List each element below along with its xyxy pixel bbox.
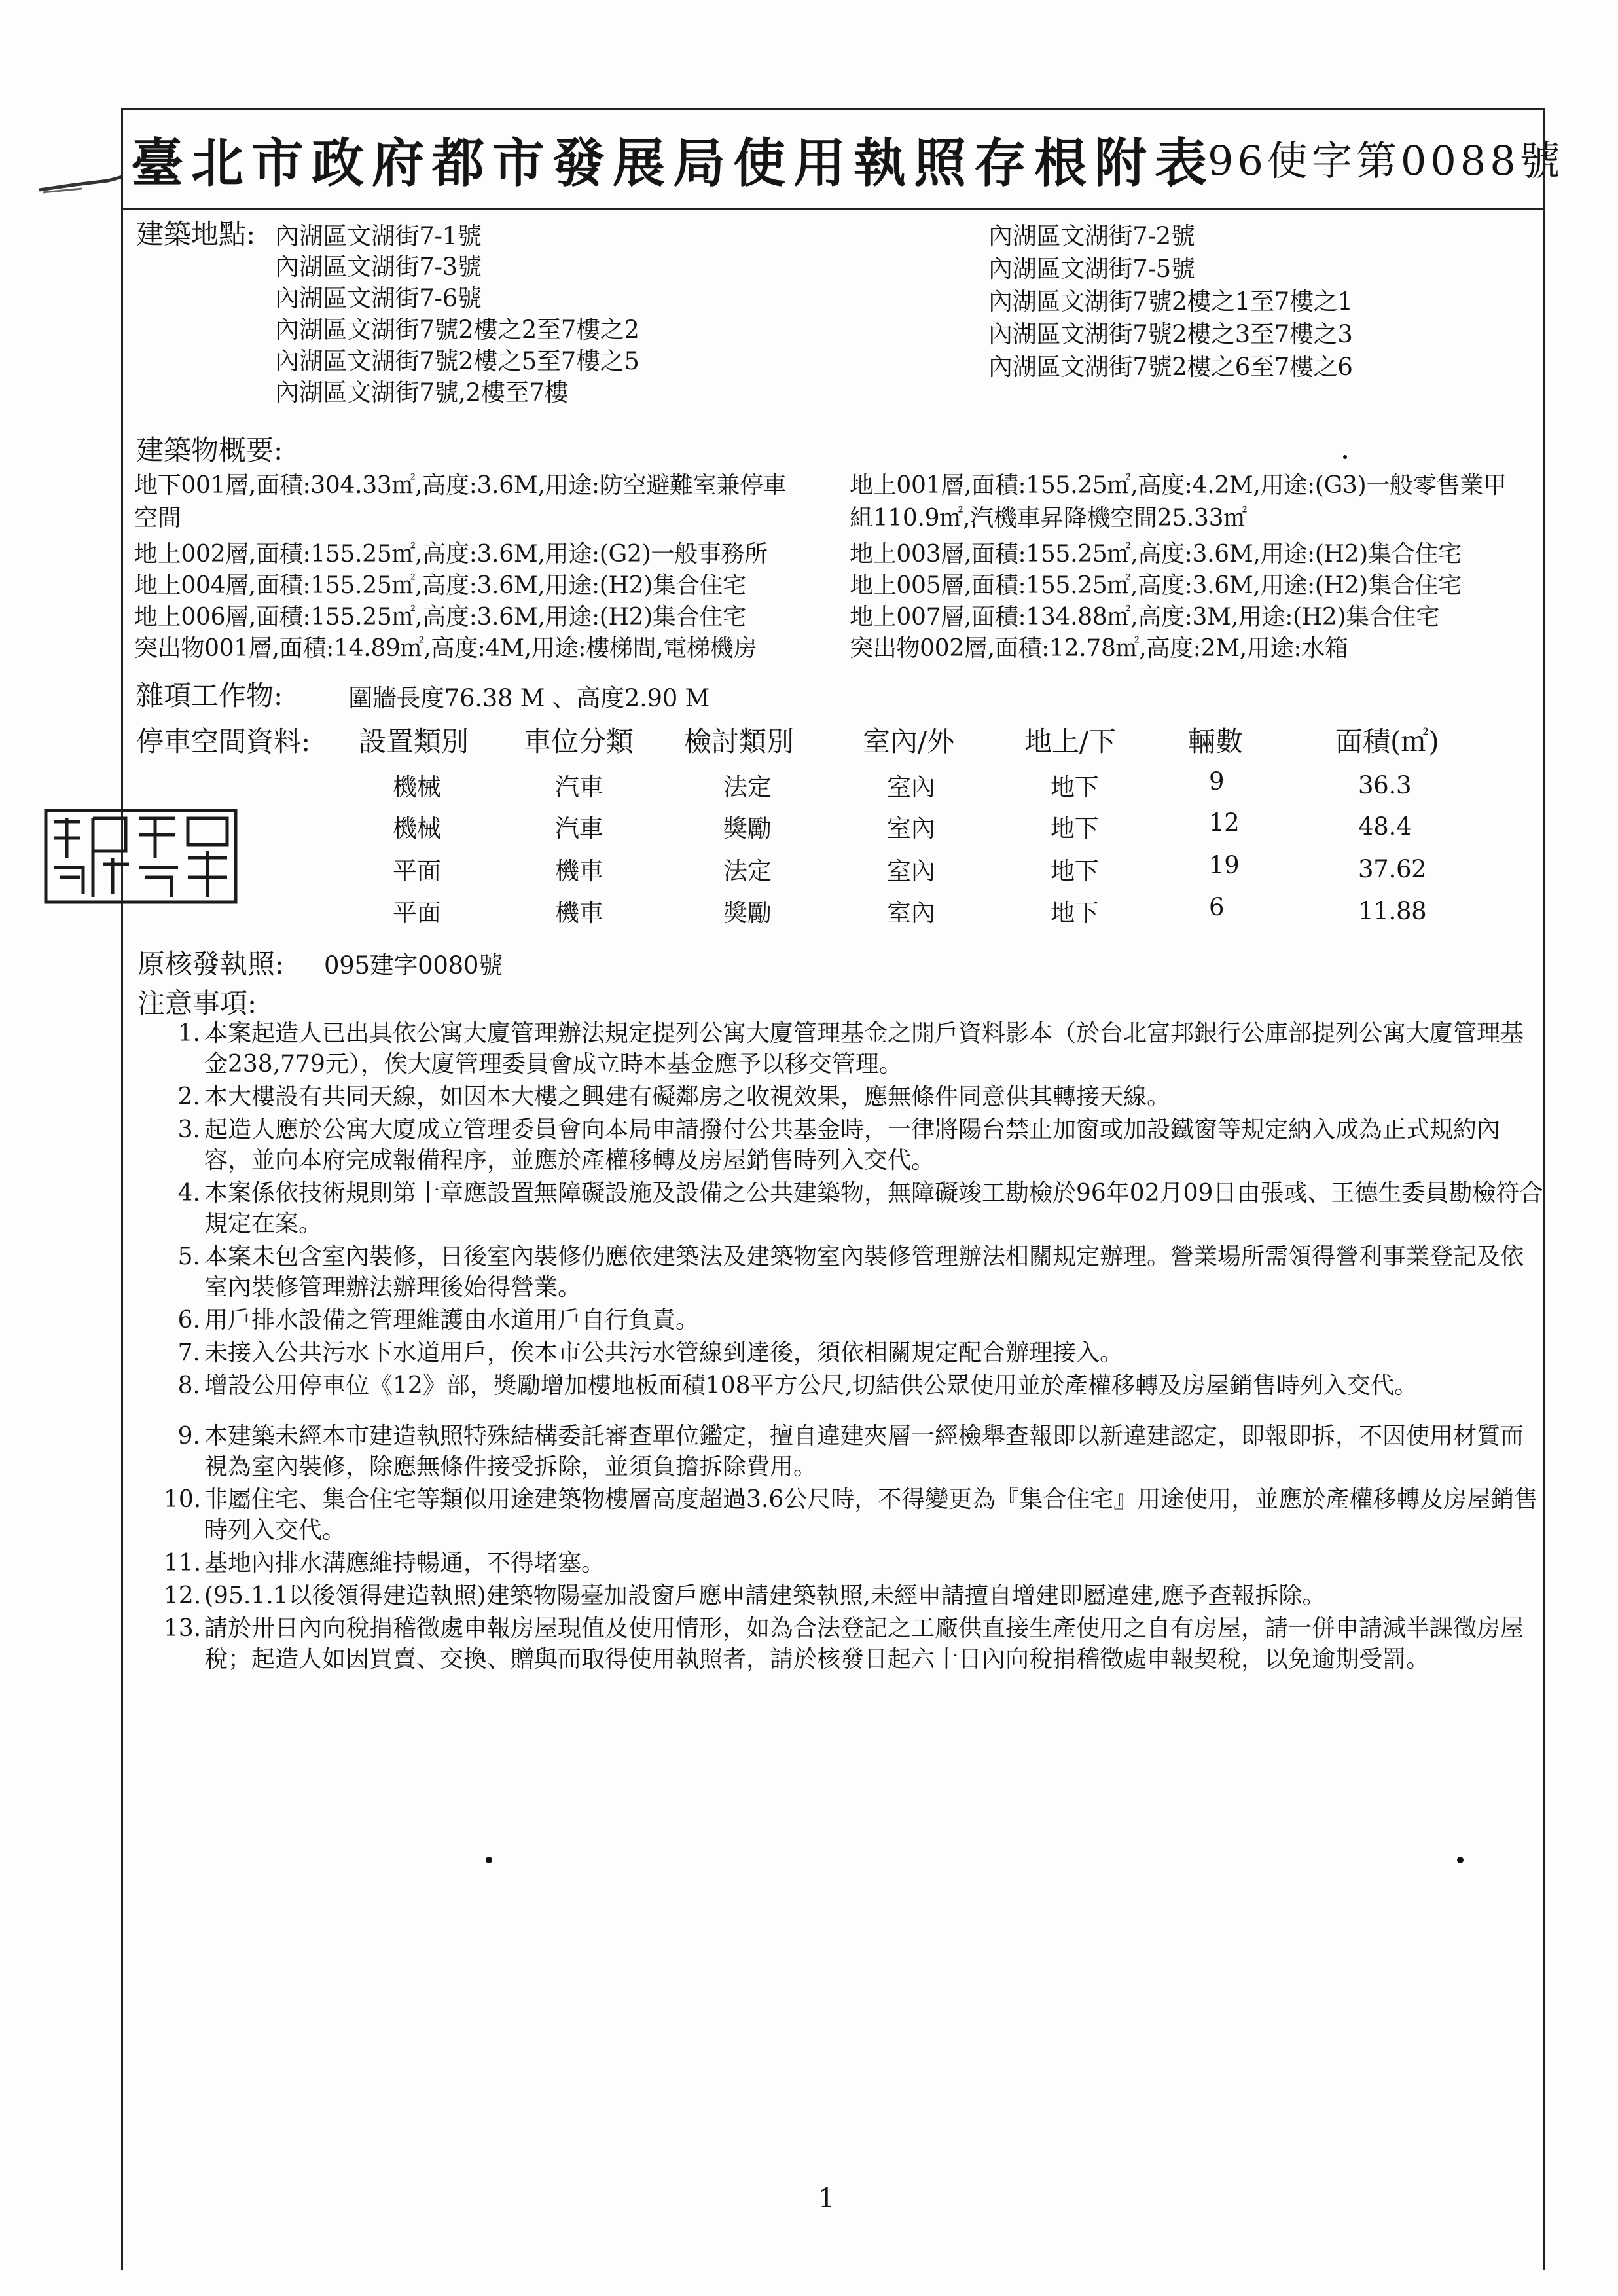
parking-cell: 室內 bbox=[887, 773, 935, 801]
floor-item: 地上007層,面積:134.88㎡,高度:3M,用途:(H2)集合住宅 bbox=[850, 604, 1440, 630]
note-item bbox=[164, 1114, 1551, 1176]
note-text: 本案起造人已出具依公寓大廈管理辦法規定提列公寓大廈管理基金之開戶資料影本（於台北富邦銀行公庫部提列公寓大廈管理基金238,779元），俟大廈管理委員會成立時本基金應予以移交管理。 bbox=[204, 1020, 1524, 1078]
site-address: 內湖區文湖街7號2樓之1至7樓之1 bbox=[988, 287, 1353, 316]
site-address: 內湖區文湖街7-3號 bbox=[275, 253, 482, 281]
note-number: 5. bbox=[177, 1243, 200, 1270]
misc-label: 雜項工作物: bbox=[136, 680, 283, 712]
parking-cell: 37.62 bbox=[1358, 855, 1427, 883]
parking-cell: 11.88 bbox=[1358, 897, 1427, 925]
note-text: 非屬住宅、集合住宅等類似用途建築物樓層高度超過3.6公尺時，不得變更為『集合住宅』用途使用，並應於產權移轉及房屋銷售時列入交代。 bbox=[204, 1486, 1538, 1544]
note-text: 本建築未經本市建造執照特殊結構委託審查單位鑑定，擅自違建夾層一經檢舉查報即以新違建認定，即報即拆，不因使用材質而視為室內裝修，除應無條件接受拆除，並須負擔拆除費用。 bbox=[204, 1423, 1524, 1480]
document-title: 臺北市政府都市發展局使用執照存根附表 bbox=[131, 132, 1215, 194]
parking-cell: 室內 bbox=[887, 814, 935, 843]
parking-cell: 機械 bbox=[393, 814, 441, 843]
note-text: 本案未包含室內裝修，日後室內裝修仍應依建築法及建築物室內裝修管理辦法相關規定辦理。營業場所需領得營利事業登記及依室內裝修管理辦法辦理後始得營業。 bbox=[204, 1243, 1524, 1301]
floor-item: 地下001層,面積:304.33㎡,高度:3.6M,用途:防空避難室兼停車 bbox=[134, 472, 787, 499]
scan-speck bbox=[486, 1857, 492, 1863]
note-item bbox=[164, 1484, 1551, 1546]
floor-item: 地上001層,面積:155.25㎡,高度:4.2M,用途:(G3)一般零售業甲 bbox=[850, 472, 1507, 499]
parking-cell: 獎勵 bbox=[723, 814, 772, 843]
scan-speck bbox=[1343, 455, 1347, 459]
parking-header: 室內/外 bbox=[863, 725, 955, 757]
note-number: 11. bbox=[164, 1550, 202, 1576]
parking-cell: 6 bbox=[1209, 893, 1225, 921]
note-number: 12. bbox=[164, 1582, 202, 1609]
note-number: 7. bbox=[177, 1339, 200, 1366]
floor-item: 組110.9㎡,汽機車昇降機空間25.33㎡ bbox=[850, 505, 1247, 532]
note-item bbox=[164, 1421, 1551, 1482]
parking-cell: 法定 bbox=[723, 857, 772, 885]
site-address: 內湖區文湖街7-2號 bbox=[988, 222, 1195, 250]
parking-cell: 獎勵 bbox=[723, 899, 772, 927]
note-item bbox=[164, 1305, 1551, 1336]
parking-cell: 地下 bbox=[1051, 899, 1099, 927]
parking-cell: 平面 bbox=[393, 857, 441, 885]
permit-number: 96使字第0088號 bbox=[1208, 137, 1564, 185]
parking-cell: 平面 bbox=[393, 899, 441, 927]
note-text: 起造人應於公寓大廈成立管理委員會向本局申請撥付公共基金時，一律將陽台禁止加窗或加設鐵窗等規定納入成為正式規約內容，並向本府完成報備程序，並應於產權移轉及房屋銷售時列入交代。 bbox=[204, 1116, 1501, 1174]
parking-header: 車位分類 bbox=[524, 725, 634, 757]
note-text: 請於卅日內向稅捐稽徵處申報房屋現值及使用情形，如為合法登記之工廠供直接生產使用之自有房屋，請一併申請減半課徵房屋稅；起造人如因買賣、交換、贈與而取得使用執照者，請於核發日起六十日內向稅捐稽徵處申報契稅，以免逾期受罰。 bbox=[204, 1615, 1524, 1673]
site-address: 內湖區文湖街7-5號 bbox=[988, 255, 1195, 283]
note-text: 本案係依技術規則第十章應設置無障礙設施及設備之公共建築物，無障礙竣工勘檢於96年02月09日由張彧、王德生委員勘檢符合規定在案。 bbox=[204, 1180, 1543, 1237]
floor-item: 地上006層,面積:155.25㎡,高度:3.6M,用途:(H2)集合住宅 bbox=[134, 604, 746, 630]
note-item bbox=[164, 1018, 1551, 1080]
misc-value: 圍牆長度76.38 M 、高度2.90 M bbox=[348, 684, 710, 712]
floor-item: 地上002層,面積:155.25㎡,高度:3.6M,用途:(G2)一般事務所 bbox=[134, 541, 768, 568]
floor-item: 地上003層,面積:155.25㎡,高度:3.6M,用途:(H2)集合住宅 bbox=[850, 541, 1462, 568]
page-number: 1 bbox=[818, 2183, 835, 2214]
parking-cell: 9 bbox=[1209, 767, 1225, 795]
overview-label: 建築物概要: bbox=[136, 434, 283, 466]
title-divider bbox=[121, 208, 1543, 210]
parking-cell: 地下 bbox=[1051, 814, 1099, 843]
note-number: 8. bbox=[177, 1372, 200, 1399]
site-address: 內湖區文湖街7-6號 bbox=[275, 284, 482, 312]
parking-cell: 機械 bbox=[393, 773, 441, 801]
note-item bbox=[164, 1338, 1551, 1368]
parking-cell: 48.4 bbox=[1358, 812, 1412, 841]
note-item bbox=[164, 1613, 1551, 1675]
notes-list bbox=[164, 1018, 1551, 1675]
note-text: (95.1.1以後領得建造執照)建築物陽臺加設窗戶應申請建築執照,未經申請擅自增建即屬違建,應予查報拆除。 bbox=[204, 1582, 1326, 1609]
note-text: 基地內排水溝應維持暢通，不得堵塞。 bbox=[204, 1550, 605, 1576]
site-address: 內湖區文湖街7號,2樓至7樓 bbox=[275, 378, 569, 407]
parking-header: 設置類別 bbox=[359, 725, 469, 757]
parking-label: 停車空間資料: bbox=[136, 725, 311, 757]
original-permit-value: 095建字0080號 bbox=[324, 951, 503, 979]
notes-label: 注意事項: bbox=[137, 987, 257, 1019]
parking-cell: 機車 bbox=[555, 857, 603, 885]
parking-cell: 機車 bbox=[555, 899, 603, 927]
official-seal-stamp bbox=[41, 805, 240, 907]
site-address: 內湖區文湖街7號2樓之3至7樓之3 bbox=[988, 320, 1353, 348]
note-item bbox=[164, 1241, 1551, 1303]
note-item bbox=[164, 1370, 1551, 1401]
note-item bbox=[164, 1082, 1551, 1112]
note-number: 4. bbox=[177, 1180, 200, 1207]
site-address: 內湖區文湖街7號2樓之5至7樓之5 bbox=[275, 347, 639, 375]
parking-header: 面積(㎡) bbox=[1335, 725, 1439, 757]
parking-cell: 19 bbox=[1209, 851, 1240, 879]
parking-cell: 12 bbox=[1209, 809, 1240, 837]
parking-header: 地上/下 bbox=[1024, 725, 1117, 757]
parking-cell: 地下 bbox=[1051, 773, 1099, 801]
parking-header: 輛數 bbox=[1188, 725, 1244, 757]
site-label: 建築地點: bbox=[136, 218, 256, 250]
note-text: 未接入公共污水下水道用戶，俟本市公共污水管線到達後，須依相關規定配合辦理接入。 bbox=[204, 1339, 1124, 1366]
note-number: 3. bbox=[177, 1116, 200, 1143]
site-address: 內湖區文湖街7號2樓之2至7樓之2 bbox=[275, 316, 639, 344]
floor-item: 地上005層,面積:155.25㎡,高度:3.6M,用途:(H2)集合住宅 bbox=[850, 572, 1462, 599]
note-item bbox=[164, 1580, 1551, 1611]
note-number: 6. bbox=[177, 1307, 200, 1334]
floor-item: 地上004層,面積:155.25㎡,高度:3.6M,用途:(H2)集合住宅 bbox=[134, 572, 746, 599]
note-number: 13. bbox=[164, 1615, 202, 1642]
scan-speck bbox=[1457, 1857, 1464, 1863]
note-item bbox=[164, 1548, 1551, 1578]
parking-header: 檢討類別 bbox=[684, 725, 795, 757]
scan-mark bbox=[36, 175, 124, 195]
site-address: 內湖區文湖街7號2樓之6至7樓之6 bbox=[988, 353, 1353, 381]
parking-cell: 室內 bbox=[887, 857, 935, 885]
note-number: 1. bbox=[177, 1020, 200, 1047]
note-text: 增設公用停車位《12》部，獎勵增加樓地板面積108平方公尺,切結供公眾使用並於產權移轉及房屋銷售時列入交代。 bbox=[204, 1372, 1418, 1399]
parking-cell: 汽車 bbox=[555, 814, 603, 843]
note-number: 2. bbox=[177, 1084, 200, 1110]
original-permit-label: 原核發執照: bbox=[137, 948, 285, 980]
parking-cell: 地下 bbox=[1051, 857, 1099, 885]
note-item bbox=[164, 1178, 1551, 1239]
parking-cell: 室內 bbox=[887, 899, 935, 927]
parking-cell: 36.3 bbox=[1358, 771, 1412, 799]
note-text: 本大樓設有共同天線，如因本大樓之興建有礙鄰房之收視效果，應無條件同意供其轉接天線。 bbox=[204, 1084, 1171, 1110]
note-number: 9. bbox=[177, 1423, 200, 1449]
note-text: 用戶排水設備之管理維護由水道用戶自行負責。 bbox=[204, 1307, 700, 1334]
site-address: 內湖區文湖街7-1號 bbox=[275, 222, 482, 250]
floor-item: 突出物002層,面積:12.78㎡,高度:2M,用途:水箱 bbox=[850, 635, 1348, 662]
note-number: 10. bbox=[164, 1486, 202, 1513]
parking-cell: 法定 bbox=[723, 773, 772, 801]
floor-item: 空間 bbox=[134, 505, 181, 532]
floor-item: 突出物001層,面積:14.89㎡,高度:4M,用途:樓梯間,電梯機房 bbox=[134, 635, 757, 662]
parking-cell: 汽車 bbox=[555, 773, 603, 801]
